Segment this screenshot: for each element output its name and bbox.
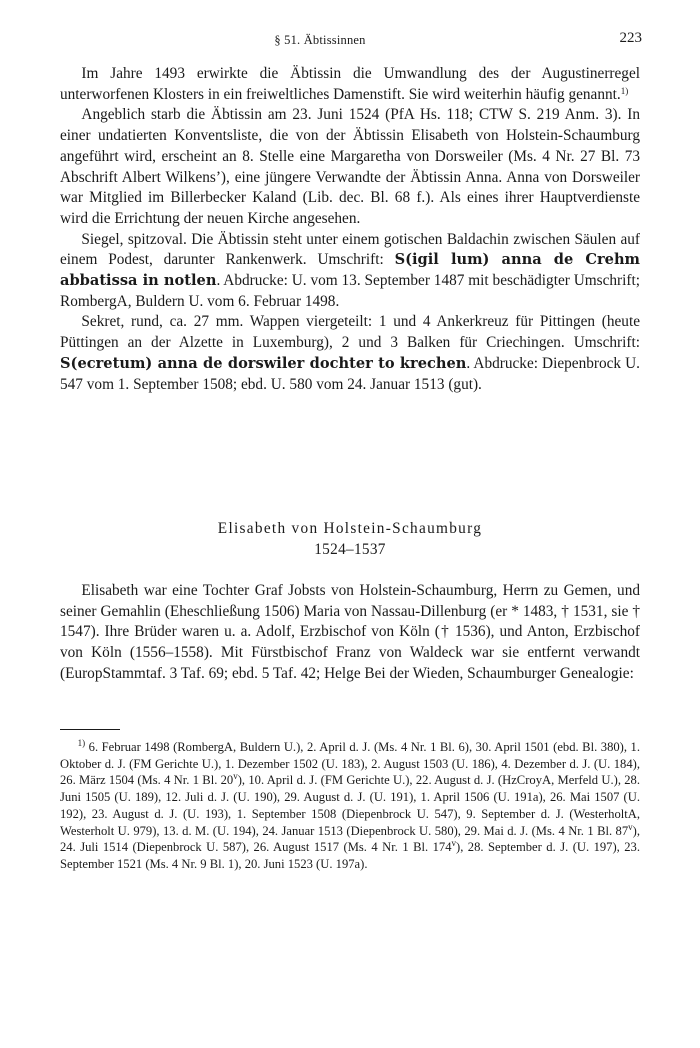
section-heading [60,519,640,560]
section-dates: 1524–1537 [314,540,386,558]
paragraph [60,230,640,313]
text-run: . Abdrucke: Diepenbrock U. 547 vom 1. September 1508; ebd. U. 580 vom 24. Januar 1513 (gut). [60,354,640,393]
footnote-rule [60,729,120,730]
paragraph [60,105,640,229]
seal-inscription: S(ecretum) anna de dorswiler dochter to krechen [60,354,467,372]
superscript: 1) [620,85,629,96]
footnote [60,739,640,873]
seal-inscription: S(igil lum) anna de Crehm abbatissa in notlen [60,251,640,290]
superscript: v [451,838,456,849]
running-head: § 51. Äbtissinnen [274,33,366,47]
text-run: Angeblich starb die Äbtissin am 23. Juni 1524 (PfA Hs. 118; CTW S. 219 Anm. 3). In einer undatierten Konventsliste, die von der Äbtissin Elisabeth von Holstein-Schaumburg angeführt wird, erscheint an 8. Stelle eine Margaretha von Dorsweiler (Ms. 4 Nr. 27 Bl. 73 Abschrift Albert Wilkens’), eine jüngere Verwandte der Äbtissin Anna. Anna von Dorsweiler war Mitglied im Billerbecker Kaland (Lib. dec. Bl. 68 f.). Als eines ihrer Hauptverdienste wird die Errichtung der neuen Kirche angesehen. [60,106,640,227]
text-run: 6. Februar 1498 (RombergA, Buldern U.), 2. April d. J. (Ms. 4 Nr. 1 Bl. 6), 30. April 1501 (ebd. Bl. 380), 1. Oktober d. J. (FM Gerichte U.), 1. Dezember 1502 (U. 183), 2. August 1503 (U. 186), 4. Dezember d. J. (U. 184), 26. März 1504 (Ms. 4 Nr. 1 Bl. 20 [60,740,640,788]
text-run: ), 10. April d. J. (FM Gerichte U.), 22. August d. J. (HzCroyA, Merfeld U.), 28. Juni 1505 (U. 189), 12. Juli d. J. (U. 190), 29. August d. J. (U. 191), 1. April 1506 (U. 191a), 26. Mai 1507 (U. 192), 23. August d. J. (U. 193), 1. September 1508 (Diepenbrock U. 547), 9. September d. J. (WesterholtA, Westerholt U. 979), 13. d. M. (U. 194), 24. Januar 1513 (Diepenbrock U. 580), 29. Mai d. J. (Ms. 4 Nr. 1 Bl. 87 [60,773,640,838]
superscript: 1) [77,738,86,748]
paragraph [60,312,640,395]
main-text [60,64,640,395]
text-run: Siegel, spitzoval. Die Äbtissin steht unter einem gotischen Baldachin zwischen Säulen auf einem Podest, darunter Rankenwerk. Umschrift: [60,230,640,269]
footnotes [60,739,640,873]
text-run: Elisabeth war eine Tochter Graf Jobsts von Holstein-Schaumburg, Herrn zu Gemen, und seiner Gemahlin (Eheschließung 1506) Maria von Nassau-Dillenburg (er * 1483, † 1531, sie † 1547). Ihre Brüder waren u. a. Adolf, Erzbischof von Köln († 1536), und Anton, Erzbischof von Köln (1556–1558). Mit Fürstbischof Franz von Waldeck war sie entfernt verwandt (EuropStammtaf. 3 Taf. 69; ebd. 5 Taf. 42; Helge Bei der Wieden, Schaumburger Genealogie: [60,582,640,682]
superscript: v [233,771,238,782]
paragraph [60,64,640,105]
superscript: v [628,821,633,832]
text-run: . Abdrucke: U. vom 13. September 1487 mit beschädigter Umschrift; RombergA, Buldern U. vom 6. Februar 1498. [60,272,640,310]
text-run: ), 28. September d. J. (U. 197), 23. September 1521 (Ms. 4 Nr. 9 Bl. 1), 20. Juni 1523 (U. 197a). [60,840,641,871]
paragraph [60,581,640,685]
section-text [60,581,640,685]
text-run: Im Jahre 1493 erwirkte die Äbtissin die Umwandlung des der Augustinerregel unterworfenen Klosters in ein freiweltliches Damenstift. Sie wird weiterhin häufig genannt. [60,65,640,103]
page-number: 223 [619,30,642,46]
section-title: Elisabeth von Holstein-Schaumburg [217,520,483,537]
text-run: ), 24. Juli 1514 (Diepenbrock U. 587), 26. August 1517 (Ms. 4 Nr. 1 Bl. 174 [60,823,640,855]
text-run: Sekret, rund, ca. 27 mm. Wappen viergeteilt: 1 und 4 Ankerkreuz für Pittingen (heute Püttingen an der Alzette in Luxemburg), 2 und 3 Balken für Criechingen. Umschrift: [60,313,640,352]
